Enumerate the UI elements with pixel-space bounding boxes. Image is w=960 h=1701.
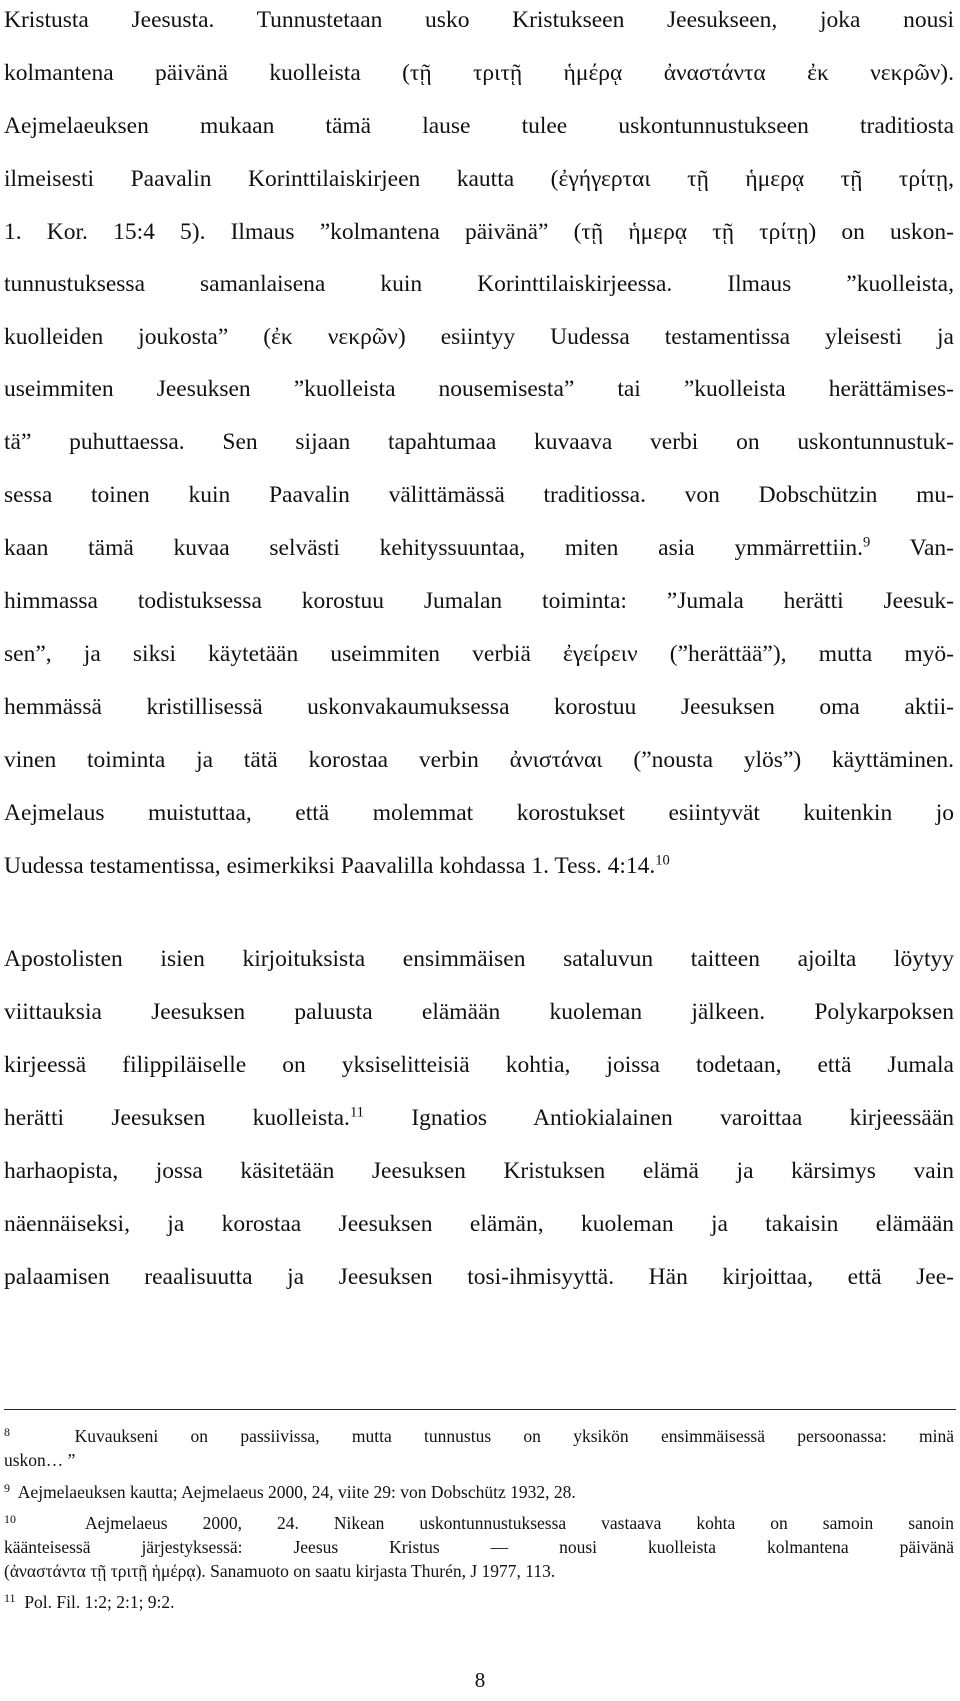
paragraph-line: kolmantena päivänä kuolleista (τῇ τριτῇ ἡμέρᾳ ἀναστάντα ἐκ νεκρῶν). <box>4 60 954 86</box>
footnote-text: Aejmelaeuksen kautta; Aejmelaeus 2000, 24, viite 29: von Dobschütz 1932, 28. <box>17 1482 576 1502</box>
paragraph-line: Aejmelaus muistuttaa, että molemmat korostukset esiintyvät kuitenkin jo <box>4 800 954 826</box>
paragraph-line: Apostolisten isien kirjoituksista ensimmäisen sataluvun taitteen ajoilta löytyy <box>4 946 954 972</box>
footnote-10 <box>4 1511 954 1535</box>
paragraph-line: sessa toinen kuin Paavalin välittämässä traditiossa. von Dobschützin mu- <box>4 482 954 508</box>
paragraph-line: viittauksia Jeesuksen paluusta elämään kuoleman jälkeen. Polykarpoksen <box>4 999 954 1025</box>
paragraph-line <box>4 851 954 881</box>
footnote-mark: 8 <box>4 1425 10 1439</box>
footnote-8 <box>4 1424 954 1448</box>
paragraph-line <box>4 533 954 563</box>
paragraph-line: Kristusta Jeesusta. Tunnustetaan usko Kristukseen Jeesukseen, joka nousi <box>4 7 954 33</box>
paragraph-line: ilmeisesti Paavalin Korinttilaiskirjeen kautta (ἐγήγερται τῇ ἡμερᾳ τῇ τρίτῃ, <box>4 166 954 192</box>
footnote-line: käänteisessä järjestyksessä: Jeesus Kristus — nousi kuolleista kolmantena päivänä <box>4 1537 954 1557</box>
footnote-line: uskon… ” <box>4 1450 76 1470</box>
paragraph-text: Ignatios Antiokialainen varoittaa kirjeessään <box>411 1105 955 1131</box>
footnote-9 <box>4 1480 954 1504</box>
footnote-text: Kuvaukseni on passiivissa, mutta tunnustus on yksikön ensimmäisessä persoonassa: minä <box>74 1426 954 1446</box>
paragraph-line: kuolleiden joukosta” (ἐκ νεκρῶν) esiintyy Uudessa testamentissa yleisesti ja <box>4 324 954 350</box>
paragraph-line: himmassa todistuksessa korostuu Jumalan toiminta: ”Jumala herätti Jeesuk- <box>4 588 954 614</box>
paragraph-line: tä” puhuttaessa. Sen sijaan tapahtumaa kuvaava verbi on uskontunnustuk- <box>4 429 954 455</box>
page-number: 8 <box>474 1668 486 1692</box>
paragraph-line: 1. Kor. 15:4 5). Ilmaus ”kolmantena päivänä” (τῇ ἡμερᾳ τῇ τρίτῃ) on uskon- <box>4 219 954 245</box>
paragraph-line: kirjeessä filippiläiselle on yksiselitteisiä kohtia, joissa todetaan, että Jumala <box>4 1052 954 1078</box>
paragraph-text: kaan tämä kuvaa selvästi kehityssuuntaa, miten asia ymmärrettiin. <box>4 535 864 561</box>
paragraph-line: Aejmelaeuksen mukaan tämä lause tulee uskontunnustukseen traditiosta <box>4 113 954 139</box>
footnote-text: Aejmelaeus 2000, 24. Nikean uskontunnustuksessa vastaava kohta on samoin sanoin <box>85 1513 954 1533</box>
paragraph-line: vinen toiminta ja tätä korostaa verbin ἀνιστάναι (”nousta ylös”) käyttäminen. <box>4 747 954 773</box>
footnote-ref-10[interactable]: 10 <box>655 852 670 869</box>
paragraph-line: palaamisen reaalisuutta ja Jeesuksen tosi-ihmisyyttä. Hän kirjoittaa, että Jee- <box>4 1264 954 1290</box>
footnote-ref-9[interactable]: 9 <box>863 534 871 551</box>
paragraph-line: tunnustuksessa samanlaisena kuin Korinttilaiskirjeessa. Ilmaus ”kuolleista, <box>4 271 954 297</box>
paragraph-line: hemmässä kristillisessä uskonvakaumuksessa korostuu Jeesuksen oma aktii- <box>4 694 954 720</box>
footnote-line: (ἀναστάντα τῇ τριτῇ ἡμέρᾳ). Sanamuoto on saatu kirjasta Thurén, J 1977, 113. <box>4 1561 556 1581</box>
paragraph-line <box>4 1103 954 1133</box>
paragraph-line: sen”, ja siksi käytetään useimmiten verbiä ἐγείρειν (”herättää”), mutta myö- <box>4 641 954 667</box>
paragraph-line: harhaopista, jossa käsitetään Jeesuksen Kristuksen elämä ja kärsimys vain <box>4 1158 954 1184</box>
footnote-mark: 10 <box>4 1512 16 1526</box>
footnote-mark: 11 <box>4 1591 16 1605</box>
paragraph-text: Van- <box>909 535 954 561</box>
paragraph-text: Uudessa testamentissa, esimerkiksi Paavalilla kohdassa 1. Tess. 4:14. <box>4 853 656 879</box>
footnote-11 <box>4 1590 954 1614</box>
paragraph-text: herätti Jeesuksen kuolleista. <box>4 1105 350 1131</box>
footnote-divider <box>4 1409 956 1410</box>
paragraph-line: useimmiten Jeesuksen ”kuolleista nousemisesta” tai ”kuolleista herättämises- <box>4 376 954 402</box>
footnote-mark: 9 <box>4 1481 10 1495</box>
footnote-text: Pol. Fil. 1:2; 2:1; 9:2. <box>24 1592 175 1612</box>
footnote-ref-11[interactable]: 11 <box>349 1104 364 1121</box>
paragraph-line: näennäiseksi, ja korostaa Jeesuksen elämän, kuoleman ja takaisin elämään <box>4 1211 954 1237</box>
